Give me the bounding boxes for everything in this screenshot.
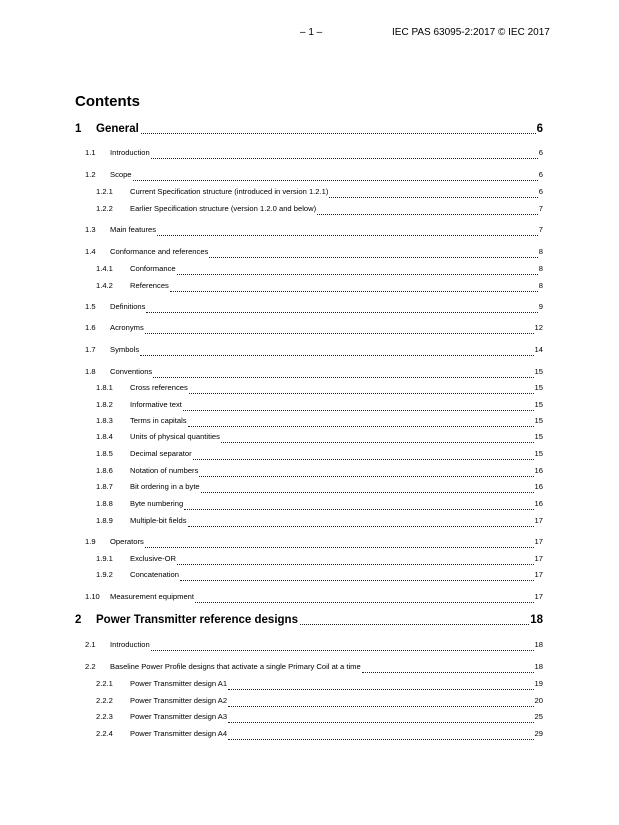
toc-entry-title: Main features xyxy=(110,225,157,234)
toc-entry-number: 1.9.1 xyxy=(96,554,113,563)
toc-entry-number: 1.8 xyxy=(85,367,96,376)
toc-entry-title: Conformance and references xyxy=(110,247,209,256)
toc-leader-dots xyxy=(317,214,538,215)
toc-entry-number: 1.4.1 xyxy=(96,264,113,273)
toc-entry[interactable] xyxy=(0,247,619,261)
toc-entry-number: 1.3 xyxy=(85,225,96,234)
toc-leader-dots xyxy=(177,564,534,565)
toc-entry[interactable] xyxy=(0,225,619,239)
toc-leader-dots xyxy=(228,739,534,740)
toc-entry[interactable] xyxy=(0,416,619,430)
toc-entry-number: 1.4 xyxy=(85,247,96,256)
toc-leader-dots xyxy=(329,197,538,198)
toc-entry[interactable] xyxy=(0,367,619,381)
toc-leader-dots xyxy=(177,274,538,275)
toc-entry-page: 12 xyxy=(534,323,543,332)
toc-entry-page: 6 xyxy=(538,170,543,179)
toc-entry[interactable] xyxy=(0,592,619,606)
page-number: – 1 – xyxy=(300,27,323,38)
toc-entry[interactable] xyxy=(0,345,619,359)
toc-entry-title: Conformance xyxy=(130,264,176,273)
toc-entry-page: 18 xyxy=(534,662,543,671)
toc-entry-title: Units of physical quantities xyxy=(130,432,220,441)
toc-entry[interactable] xyxy=(0,432,619,446)
toc-entry-title: Power Transmitter design A4 xyxy=(130,729,228,738)
toc-entry-page: 9 xyxy=(538,302,543,311)
toc-entry-page: 25 xyxy=(534,712,543,721)
toc-entry-number: 1.2.2 xyxy=(96,204,113,213)
toc-entry-title: Multiple-bit fields xyxy=(130,516,187,525)
toc-entry-number: 1.8.1 xyxy=(96,383,113,392)
toc-entry-title: Measurement equipment xyxy=(110,592,194,601)
toc-entry-number: 1.8.2 xyxy=(96,400,113,409)
toc-entry-number: 2 xyxy=(75,614,82,626)
toc-leader-dots xyxy=(145,547,534,548)
toc-entry[interactable] xyxy=(0,499,619,513)
toc-entry[interactable] xyxy=(0,570,619,584)
toc-entry-number: 1.4.2 xyxy=(96,281,113,290)
toc-entry-title: Decimal separator xyxy=(130,449,192,458)
toc-entry[interactable] xyxy=(0,516,619,530)
toc-entry-title: Informative text xyxy=(130,400,182,409)
toc-entry-page: 15 xyxy=(534,432,543,441)
toc-entry[interactable] xyxy=(0,696,619,710)
toc-entry[interactable] xyxy=(0,123,619,137)
toc-entry-title: Current Specification structure (introduced in version 1.2.1) xyxy=(130,187,329,196)
toc-entry-page: 16 xyxy=(534,466,543,475)
toc-entry-page: 7 xyxy=(538,204,543,213)
toc-entry-title: Exclusive-OR xyxy=(130,554,176,563)
toc-entry-page: 7 xyxy=(538,225,543,234)
toc-entry-page: 19 xyxy=(534,679,543,688)
toc-entry-number: 1.8.5 xyxy=(96,449,113,458)
toc-entry-page: 17 xyxy=(534,592,543,601)
toc-entry-number: 1.8.9 xyxy=(96,516,113,525)
toc-entry-title: Conventions xyxy=(110,367,153,376)
toc-leader-dots xyxy=(228,706,534,707)
toc-entry-title: References xyxy=(130,281,169,290)
toc-leader-dots xyxy=(157,235,538,236)
toc-entry-page: 18 xyxy=(534,640,543,649)
toc-entry[interactable] xyxy=(0,170,619,184)
toc-entry-title: Definitions xyxy=(110,302,146,311)
toc-entry[interactable] xyxy=(0,712,619,726)
toc-entry-title: Baseline Power Profile designs that activate a single Primary Coil at a time xyxy=(110,662,361,671)
toc-entry-title: Byte numbering xyxy=(130,499,184,508)
toc-leader-dots xyxy=(195,602,534,603)
toc-entry-number: 2.2.4 xyxy=(96,729,113,738)
toc-entry-title: Acronyms xyxy=(110,323,144,332)
toc-leader-dots xyxy=(189,393,534,394)
toc-leader-dots xyxy=(183,410,534,411)
toc-entry[interactable] xyxy=(0,383,619,397)
toc-entry-number: 2.2.2 xyxy=(96,696,113,705)
toc-entry[interactable] xyxy=(0,323,619,337)
toc-entry-number: 2.2.3 xyxy=(96,712,113,721)
toc-entry-page: 17 xyxy=(534,516,543,525)
toc-entry-title: Introduction xyxy=(110,640,150,649)
toc-entry-number: 1.2.1 xyxy=(96,187,113,196)
toc-leader-dots xyxy=(193,459,534,460)
toc-entry-title: Cross references xyxy=(130,383,188,392)
toc-leader-dots xyxy=(188,526,534,527)
toc-leader-dots xyxy=(228,722,534,723)
toc-entry[interactable] xyxy=(0,537,619,551)
toc-entry-number: 1.7 xyxy=(85,345,96,354)
toc-entry-page: 8 xyxy=(538,264,543,273)
toc-entry[interactable] xyxy=(0,302,619,316)
toc-leader-dots xyxy=(300,624,529,625)
toc-leader-dots xyxy=(151,158,538,159)
toc-entry-page: 8 xyxy=(538,247,543,256)
toc-entry[interactable] xyxy=(0,640,619,654)
toc-entry-page: 15 xyxy=(534,367,543,376)
toc-entry-page: 20 xyxy=(534,696,543,705)
toc-entry[interactable] xyxy=(0,614,619,628)
toc-entry-title: General xyxy=(96,123,139,135)
document-reference: IEC PAS 63095-2:2017 © IEC 2017 xyxy=(392,27,550,38)
toc-entry[interactable] xyxy=(0,554,619,568)
toc-entry[interactable] xyxy=(0,148,619,162)
toc-leader-dots xyxy=(201,492,534,493)
toc-entry-title: Concatenation xyxy=(130,570,179,579)
toc-leader-dots xyxy=(362,672,534,673)
toc-entry-page: 17 xyxy=(534,570,543,579)
toc-entry-title: Power Transmitter design A1 xyxy=(130,679,228,688)
toc-entry-title: Power Transmitter design A3 xyxy=(130,712,228,721)
toc-entry-number: 1 xyxy=(75,123,82,135)
toc-leader-dots xyxy=(153,377,534,378)
toc-entry-page: 18 xyxy=(530,614,543,626)
toc-entry-number: 1.8.7 xyxy=(96,482,113,491)
toc-leader-dots xyxy=(141,133,536,134)
toc-entry[interactable] xyxy=(0,400,619,414)
toc-entry[interactable] xyxy=(0,662,619,676)
toc-leader-dots xyxy=(140,355,534,356)
toc-entry-number: 1.8.4 xyxy=(96,432,113,441)
toc-entry-page: 6 xyxy=(538,148,543,157)
toc-entry-title: Symbols xyxy=(110,345,140,354)
toc-entry-number: 2.1 xyxy=(85,640,96,649)
toc-entry-page: 8 xyxy=(538,281,543,290)
toc-leader-dots xyxy=(209,257,538,258)
toc-entry-number: 1.9 xyxy=(85,537,96,546)
contents-title: Contents xyxy=(75,93,140,110)
toc-entry-page: 15 xyxy=(534,449,543,458)
toc-leader-dots xyxy=(180,580,534,581)
toc-entry-page: 6 xyxy=(536,123,543,135)
toc-entry-number: 1.8.6 xyxy=(96,466,113,475)
toc-entry-title: Operators xyxy=(110,537,144,546)
toc-entry-page: 16 xyxy=(534,499,543,508)
toc-entry-title: Power Transmitter reference designs xyxy=(96,614,298,626)
toc-entry-page: 16 xyxy=(534,482,543,491)
toc-entry-page: 29 xyxy=(534,729,543,738)
toc-leader-dots xyxy=(145,333,534,334)
toc-entry-title: Power Transmitter design A2 xyxy=(130,696,228,705)
toc-leader-dots xyxy=(170,291,538,292)
toc-entry[interactable] xyxy=(0,449,619,463)
toc-leader-dots xyxy=(228,689,534,690)
toc-leader-dots xyxy=(221,442,534,443)
toc-entry-number: 2.2 xyxy=(85,662,96,671)
toc-entry-number: 1.9.2 xyxy=(96,570,113,579)
toc-leader-dots xyxy=(146,312,538,313)
toc-entry[interactable] xyxy=(0,466,619,480)
toc-entry[interactable] xyxy=(0,281,619,295)
toc-entry[interactable] xyxy=(0,187,619,201)
toc-entry-number: 1.6 xyxy=(85,323,96,332)
toc-entry-title: Terms in capitals xyxy=(130,416,187,425)
toc-entry-title: Bit ordering in a byte xyxy=(130,482,200,491)
toc-leader-dots xyxy=(151,650,534,651)
toc-leader-dots xyxy=(184,509,534,510)
toc-entry-page: 17 xyxy=(534,537,543,546)
toc-entry-number: 2.2.1 xyxy=(96,679,113,688)
toc-entry-page: 15 xyxy=(534,400,543,409)
toc-entry[interactable] xyxy=(0,264,619,278)
toc-entry-page: 15 xyxy=(534,383,543,392)
toc-entry-page: 6 xyxy=(538,187,543,196)
toc-entry-page: 15 xyxy=(534,416,543,425)
toc-entry-number: 1.10 xyxy=(85,592,100,601)
toc-entry[interactable] xyxy=(0,729,619,743)
toc-entry-number: 1.2 xyxy=(85,170,96,179)
toc-leader-dots xyxy=(199,476,534,477)
toc-entry-page: 17 xyxy=(534,554,543,563)
toc-entry-number: 1.1 xyxy=(85,148,96,157)
toc-entry[interactable] xyxy=(0,679,619,693)
toc-entry-number: 1.8.3 xyxy=(96,416,113,425)
toc-entry[interactable] xyxy=(0,482,619,496)
toc-entry[interactable] xyxy=(0,204,619,218)
toc-entry-title: Earlier Specification structure (version 1.2.0 and below) xyxy=(130,204,317,213)
toc-entry-page: 14 xyxy=(534,345,543,354)
toc-entry-title: Scope xyxy=(110,170,132,179)
toc-entry-number: 1.5 xyxy=(85,302,96,311)
toc-leader-dots xyxy=(133,180,538,181)
toc-leader-dots xyxy=(188,426,534,427)
toc-entry-title: Introduction xyxy=(110,148,150,157)
toc-entry-title: Notation of numbers xyxy=(130,466,199,475)
toc-entry-number: 1.8.8 xyxy=(96,499,113,508)
